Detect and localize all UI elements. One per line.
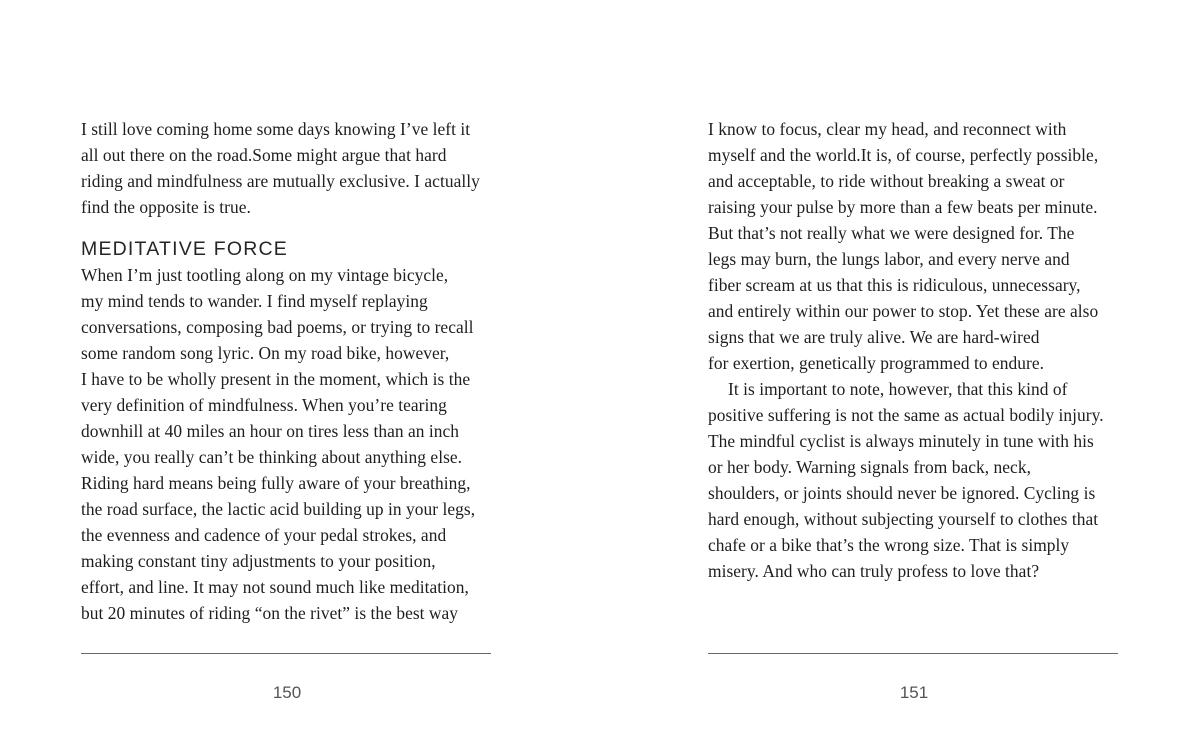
text-line: the evenness and cadence of your pedal strokes, and: [81, 525, 447, 545]
text-line: all out there on the road.Some might argue that hard: [81, 145, 447, 165]
page-number: 150: [272, 683, 302, 702]
text-line: wide, you really can’t be thinking about anything else.: [81, 447, 463, 467]
text-line: riding and mindfulness are mutually exclusive. I actually: [81, 171, 480, 191]
right-page: [708, 0, 1120, 736]
text-line: I have to be wholly present in the moment, which is the: [81, 369, 471, 389]
text-line: but 20 minutes of riding “on the rivet” is the best way: [81, 603, 459, 623]
text-line: conversations, composing bad poems, or trying to recall: [81, 317, 474, 337]
text-line: myself and the world.It is, of course, perfectly possible,: [708, 145, 1099, 165]
footer-rule: [708, 653, 1118, 654]
text-line: making constant tiny adjustments to your position,: [81, 551, 436, 571]
paragraph-gap: [81, 220, 493, 236]
text-line: chafe or a bike that’s the wrong size. That is simply: [708, 535, 1070, 555]
text-line: some random song lyric. On my road bike, however,: [81, 343, 450, 363]
text-line: my mind tends to wander. I find myself replaying: [81, 291, 428, 311]
text-line: When I’m just tootling along on my vintage bicycle,: [81, 265, 449, 285]
text-line: misery. And who can truly profess to love that?: [708, 561, 1040, 581]
text-line: find the opposite is true.: [81, 197, 251, 217]
text-line: and entirely within our power to stop. Yet these are also: [708, 301, 1099, 321]
text-line: signs that we are truly alive. We are hard-wired: [708, 327, 1040, 347]
footer-rule: [81, 653, 491, 654]
text-line: positive suffering is not the same as actual bodily injury.: [708, 405, 1104, 425]
text-line: I know to focus, clear my head, and reconnect with: [708, 119, 1067, 139]
text-line: hard enough, without subjecting yourself to clothes that: [708, 509, 1099, 529]
text-line: the road surface, the lactic acid building up in your legs,: [81, 499, 476, 519]
text-line: shoulders, or joints should never be ignored. Cycling is: [708, 483, 1096, 503]
text-line: I still love coming home some days knowing I’ve left it: [81, 119, 471, 139]
text-line: and acceptable, to ride without breaking a sweat or: [708, 171, 1065, 191]
text-line: effort, and line. It may not sound much like meditation,: [81, 577, 469, 597]
text-line: or her body. Warning signals from back, neck,: [708, 457, 1031, 477]
section-heading: MEDITATIVE FORCE: [81, 238, 288, 260]
text-line: legs may burn, the lungs labor, and every nerve and: [708, 249, 1070, 269]
text-line: raising your pulse by more than a few beats per minute.: [708, 197, 1098, 217]
left-page-text: [81, 116, 493, 626]
left-page: [81, 0, 493, 736]
text-line: downhill at 40 miles an hour on tires less than an inch: [81, 421, 460, 441]
text-line: The mindful cyclist is always minutely in tune with his: [708, 431, 1094, 451]
text-line: It is important to note, however, that this kind of: [728, 379, 1068, 399]
text-line: But that’s not really what we were designed for. The: [708, 223, 1075, 243]
text-line: very definition of mindfulness. When you’re tearing: [81, 395, 447, 415]
text-line: Riding hard means being fully aware of your breathing,: [81, 473, 471, 493]
text-line: fiber scream at us that this is ridiculous, unnecessary,: [708, 275, 1081, 295]
page-number: 151: [899, 683, 929, 702]
right-page-text: [708, 116, 1120, 584]
text-line: for exertion, genetically programmed to endure.: [708, 353, 1045, 373]
